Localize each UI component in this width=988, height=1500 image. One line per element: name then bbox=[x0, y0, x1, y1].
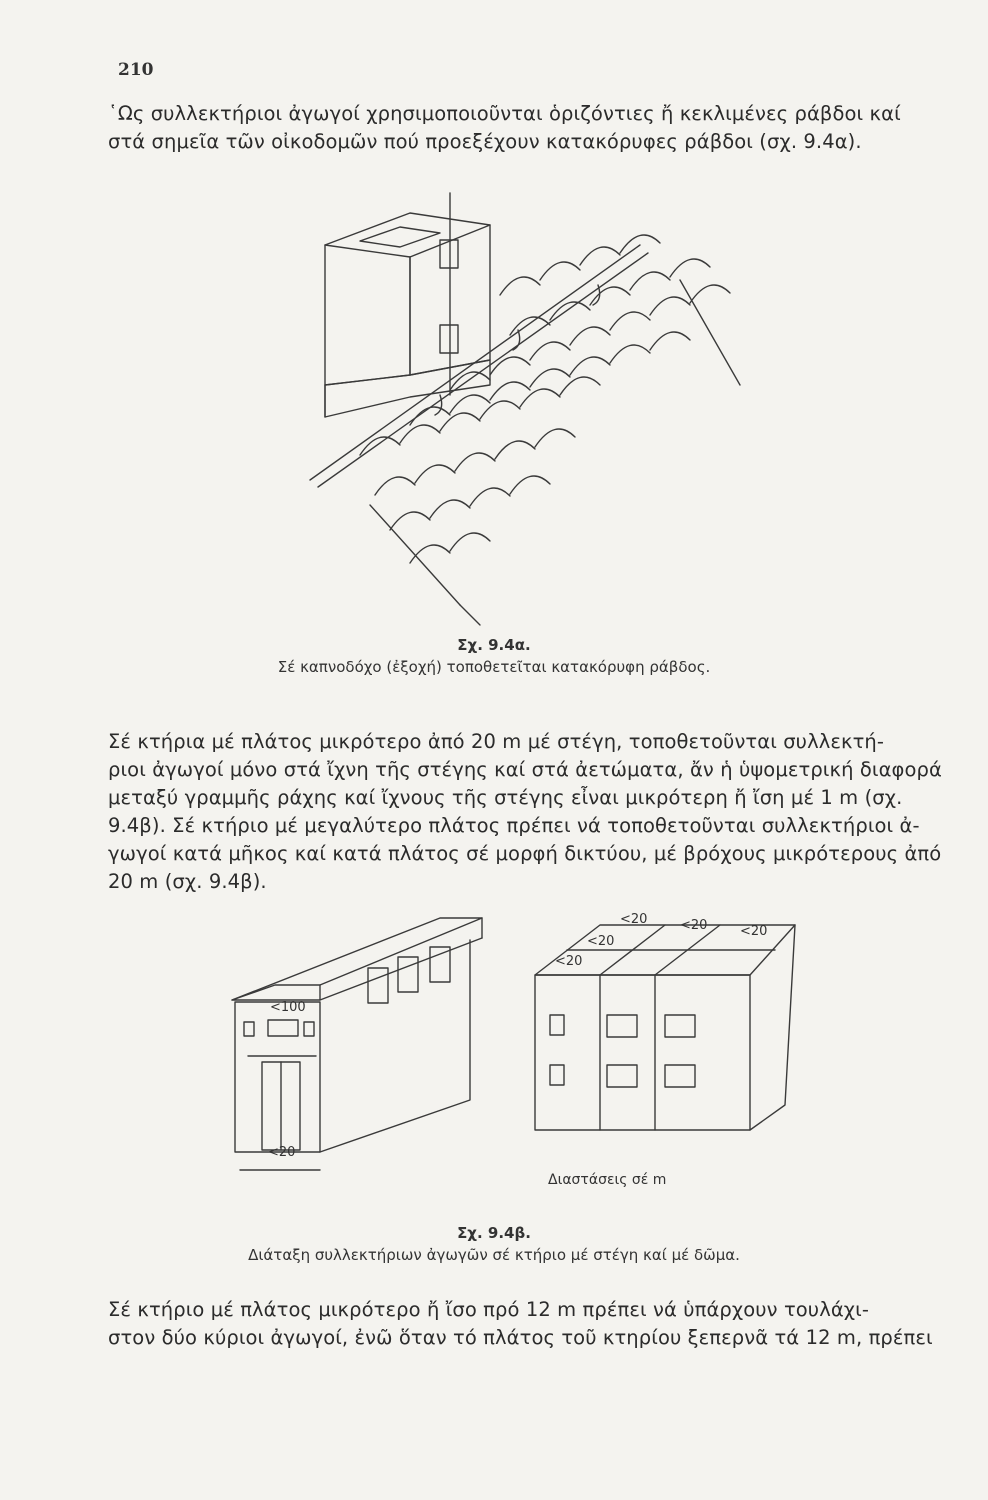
right-dimension-2: <20 bbox=[680, 918, 708, 933]
flat-roof-building-illustration bbox=[525, 905, 800, 1145]
left-bottom-dimension: <20 bbox=[268, 1145, 296, 1160]
paragraph-1 bbox=[108, 100, 938, 156]
figure-2-caption bbox=[0, 1224, 988, 1264]
right-dimension-1: <20 bbox=[620, 912, 648, 927]
paragraph-line: γωγοί κατά μῆκος καί κατά πλάτος σέ μορφή δικτύου, μέ βρόχους μικρότερους ἀπό bbox=[108, 842, 942, 865]
right-dimension-4: <20 bbox=[555, 954, 583, 969]
figure-1-caption bbox=[0, 636, 988, 676]
paragraph-2 bbox=[108, 728, 942, 896]
paragraph-line: μεταξύ γραμμῆς ράχης καί ἴχνους τῆς στέγης εἶναι μικρότερη ἤ ἴση μέ 1 m (σχ. bbox=[108, 786, 903, 809]
figure-2-caption-text: Διάταξη συλλεκτήριων ἀγωγῶν σέ κτήριο μέ στέγη καί μέ δῶμα. bbox=[248, 1246, 740, 1264]
paragraph-line: Σέ κτήριο μέ πλάτος μικρότερο ἤ ἴσο πρό 12 m πρέπει νά ὑπάρχουν τουλάχι- bbox=[108, 1298, 869, 1321]
paragraph-line: στά σημεῖα τῶν οἰκοδομῶν πού προεξέχουν κατακόρυφες ράβδοι (σχ. 9.4α). bbox=[108, 130, 862, 153]
paragraph-3 bbox=[108, 1296, 938, 1352]
units-note: Διαστάσεις σέ m bbox=[548, 1172, 667, 1188]
paragraph-line: 20 m (σχ. 9.4β). bbox=[108, 870, 267, 893]
paragraph-line: 9.4β). Σέ κτήριο μέ μεγαλύτερο πλάτος πρέπει νά τοποθετοῦνται συλλεκτήριοι ἀ- bbox=[108, 814, 920, 837]
paragraph-line: ῾Ως συλλεκτήριοι ἀγωγοί χρησιμοποιοῦνται ὁριζόντιες ἤ κεκλιμένες ράβδοι καί bbox=[108, 102, 901, 125]
figure-1-label: Σχ. 9.4α. bbox=[457, 636, 531, 654]
right-dimension-3: <20 bbox=[740, 924, 768, 939]
figure-2-label: Σχ. 9.4β. bbox=[457, 1224, 531, 1242]
page-number: 210 bbox=[118, 60, 154, 80]
paragraph-line: ριοι ἀγωγοί μόνο στά ἴχνη τῆς στέγης καί στά ἀετώματα, ἄν ἡ ὑψομετρική διαφορά bbox=[108, 758, 942, 781]
figure-1-caption-text: Σέ καπνοδόχο (ἐξοχή) τοποθετεῖται κατακόρυφη ράβδος. bbox=[277, 658, 711, 676]
left-top-dimension: <100 bbox=[270, 1000, 306, 1015]
paragraph-line: στον δύο κύριοι ἀγωγοί, ἐνῶ ὅταν τό πλάτος τοῦ κτηρίου ξεπερνᾶ τά 12 m, πρέπει bbox=[108, 1326, 933, 1349]
right-dimension-5: <20 bbox=[587, 934, 615, 949]
gabled-building-illustration bbox=[220, 910, 500, 1170]
paragraph-line: Σέ κτήρια μέ πλάτος μικρότερο ἀπό 20 m μέ στέγη, τοποθετοῦνται συλλεκτή- bbox=[108, 730, 885, 753]
chimney-roof-illustration bbox=[300, 185, 780, 625]
